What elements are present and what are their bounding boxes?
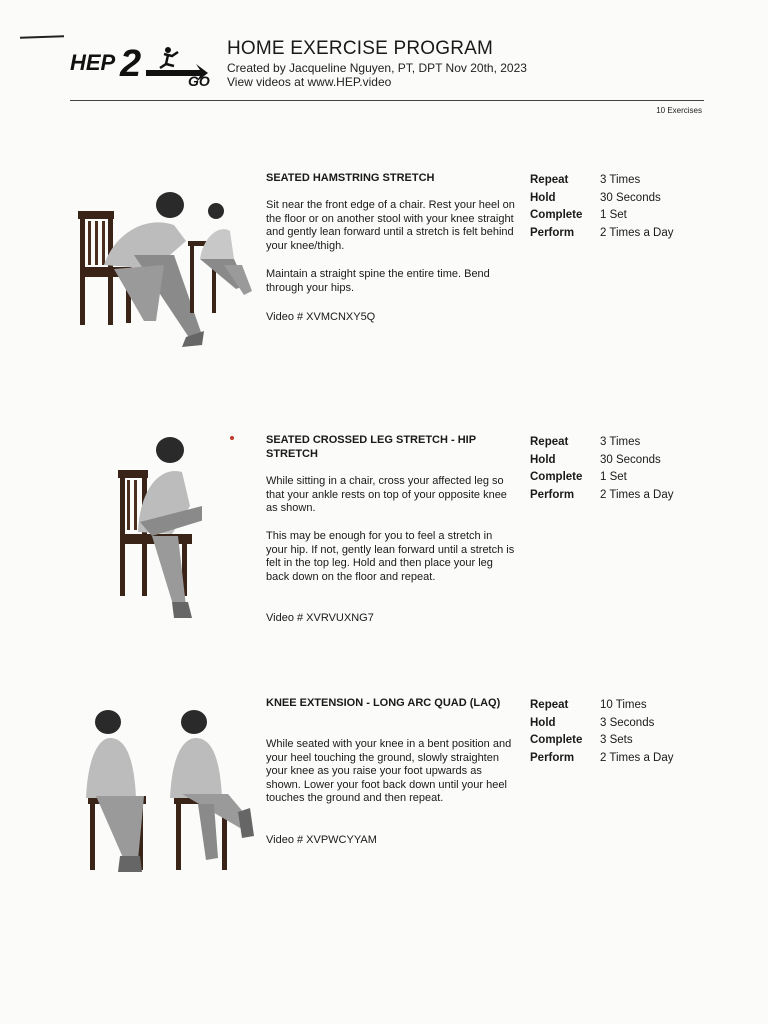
video-number[interactable]: Video # XVRVUXNG7 [266,612,374,624]
param-perform: Perform 2 Times a Day [530,489,674,502]
param-complete: Complete 1 Set [530,471,627,484]
exercise-description: This may be enough for you to feel a stretch in your hip. If not, gently lean forward until a stretch is felt in the top leg. Hold and then place your leg back down on the floor and repeat. [266,530,515,583]
seated-person-chair-icon [112,436,202,622]
param-hold: Hold 30 Seconds [530,453,661,466]
exercise-params [530,696,674,767]
exercise-params [530,171,674,242]
created-by: Created by Jacqueline Nguyen, PT, DPT Nov 20th, 2023 [227,61,527,75]
exercise-params [530,433,674,504]
param-repeat: Repeat 10 Times [530,698,647,711]
svg-text:GO: GO [188,73,210,89]
page-title: HOME EXERCISE PROGRAM [227,38,494,59]
seated-person-chair-icon [74,185,259,355]
param-perform: Perform 2 Times a Day [530,752,674,765]
video-number[interactable]: Video # XVPWCYYAM [266,834,377,846]
seated-person-chair-icon [78,708,258,876]
scan-mark [20,35,64,39]
exercise-title: KNEE EXTENSION - LONG ARC QUAD (LAQ) [266,697,501,709]
exercise-title: SEATED CROSSED LEG STRETCH - HIP STRETCH [266,434,476,460]
exercise-description: Maintain a straight spine the entire time. Bend through your hips. [266,268,490,294]
exercise-title: SEATED HAMSTRING STRETCH [266,172,435,184]
param-hold: Hold 30 Seconds [530,191,661,204]
hep2go-logo-icon [68,40,218,90]
exercise-description: While seated with your knee in a bent position and your heel touching the ground, slowly straighten your knee as you raise your foot upwards as shown. Lower your foot back down until your heel touches the ground and then repeat. [266,738,512,805]
exercise-count: 10 Exercises [656,106,702,115]
param-perform: Perform 2 Times a Day [530,227,674,240]
param-hold: Hold 3 Seconds [530,716,655,729]
svg-text:HEP: HEP [70,50,116,75]
exercise-description: Sit near the front edge of a chair. Rest your heel on the floor or on another stool with your knee straight and gently lean forward until a stretch is felt behind your knee/thigh. [266,199,515,252]
param-repeat: Repeat 3 Times [530,173,641,186]
param-complete: Complete 1 Set [530,209,627,222]
header-divider [70,100,704,101]
param-complete: Complete 3 Sets [530,734,633,747]
exercise-description: While sitting in a chair, cross your affected leg so that your ankle rests on top of your opposite knee as shown. [266,475,507,515]
svg-text:2: 2 [120,43,142,85]
scan-dot [230,436,234,440]
video-number[interactable]: Video # XVMCNXY5Q [266,311,376,323]
videos-link[interactable]: View videos at www.HEP.video [227,75,392,89]
param-repeat: Repeat 3 Times [530,435,641,448]
